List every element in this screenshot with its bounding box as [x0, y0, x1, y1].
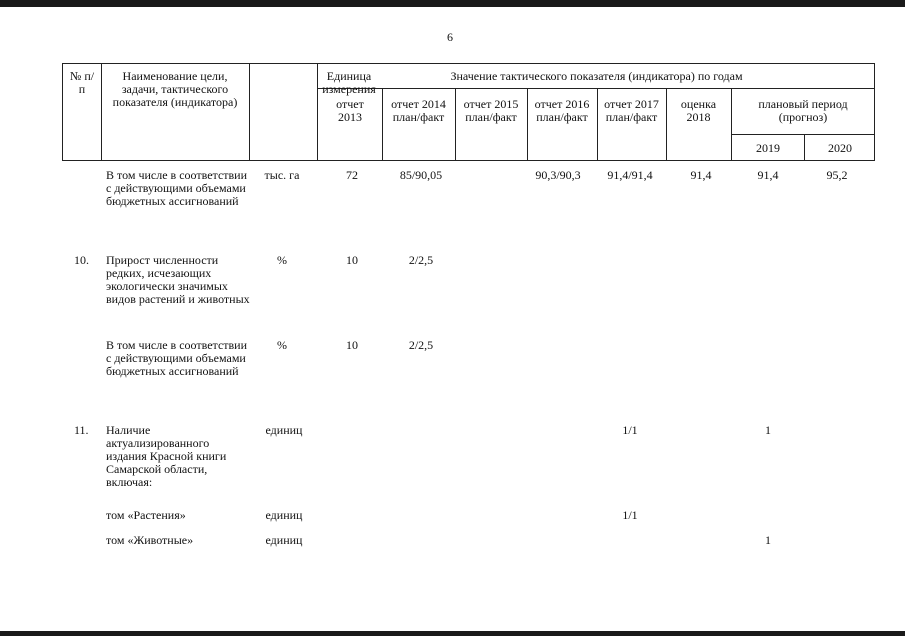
header-name: Наименование цели, задачи, тактического показателя (индикатора) [112, 69, 238, 109]
header-unit: Единица измерения [322, 69, 376, 96]
row-unit: % [277, 253, 287, 267]
row-value-2019: 1 [765, 533, 771, 547]
header-num: № п/п [69, 69, 95, 96]
row-number: 10. [74, 253, 89, 267]
header-group: Значение тактического показателя (индикатора) по годам [450, 69, 743, 83]
row-unit: % [277, 338, 287, 352]
header-2016: отчет 2016 план/факт [534, 97, 590, 124]
row-unit: тыс. га [264, 168, 300, 182]
row-value-2016: 90,3/90,3 [535, 168, 581, 182]
header-planned: плановый период (прогноз) [758, 97, 848, 124]
row-name: том «Растения» [106, 508, 186, 522]
row-value-2017: 91,4/91,4 [607, 168, 653, 182]
indicator-table [62, 63, 875, 161]
row-name: Прирост численности редких, исчезающих экологически значимых видов растений и животных [106, 253, 250, 306]
row-name: том «Животные» [106, 533, 194, 547]
row-value-2018: 91,4 [690, 168, 712, 182]
header-2015: отчет 2015 план/факт [463, 97, 519, 124]
header-2018: оценка 2018 [680, 97, 717, 124]
row-number: 11. [74, 423, 89, 437]
row-value-2019: 1 [765, 423, 771, 437]
row-value-2013: 10 [346, 253, 358, 267]
header-2019: 2019 [756, 141, 780, 155]
header-2014: отчет 2014 план/факт [391, 97, 446, 124]
table-header [62, 63, 875, 161]
row-unit: единиц [265, 508, 303, 522]
page-number: 6 [447, 30, 453, 44]
row-value-2017: 1/1 [622, 508, 638, 522]
row-value-2013: 72 [346, 168, 358, 182]
header-2017: отчет 2017 план/факт [604, 97, 659, 124]
row-unit: единиц [265, 423, 303, 437]
row-value-2014: 2/2,5 [408, 338, 434, 352]
top-border-bar [0, 0, 905, 7]
row-value-2019: 91,4 [757, 168, 779, 182]
row-value-2017: 1/1 [622, 423, 638, 437]
row-name: В том числе в соответствии с действующими объемами бюджетных ассигнований [106, 338, 248, 378]
header-2013: отчет 2013 [336, 97, 364, 124]
row-unit: единиц [265, 533, 303, 547]
row-name: В том числе в соответствии с действующими объемами бюджетных ассигнований [106, 168, 248, 208]
row-name: Наличие актуализированного издания Красной книги Самарской области, включая: [106, 423, 227, 489]
row-value-2020: 95,2 [826, 168, 848, 182]
row-value-2014: 85/90,05 [399, 168, 443, 182]
row-value-2013: 10 [346, 338, 358, 352]
row-value-2014: 2/2,5 [408, 253, 434, 267]
header-2020: 2020 [828, 141, 852, 155]
bottom-border-bar [0, 631, 905, 636]
